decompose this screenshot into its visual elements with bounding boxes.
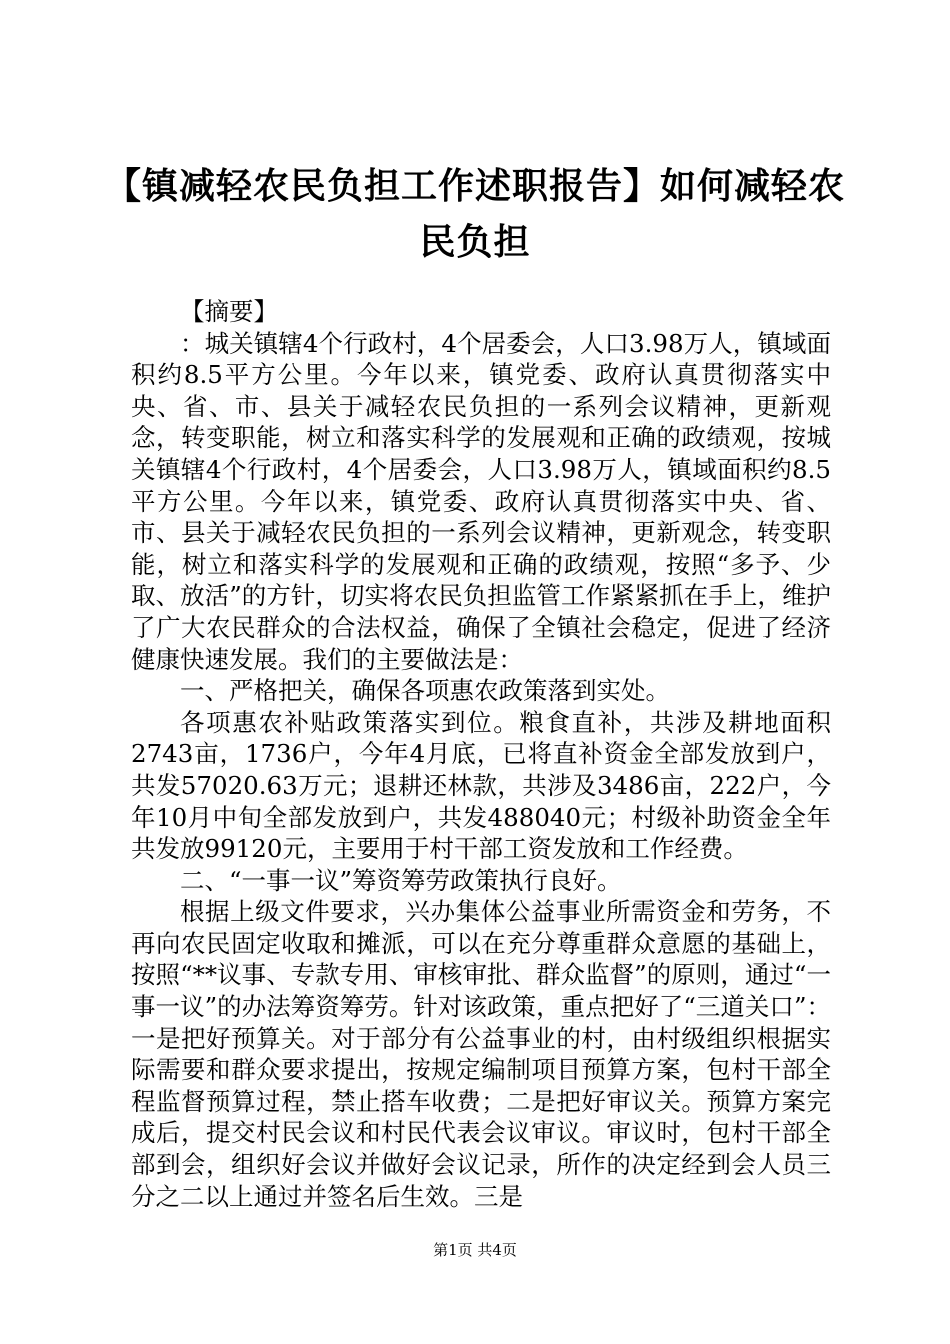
body-paragraph: ：城关镇辖4个行政村，4个居委会，人口3.98万人，镇域面积约8.5平方公里。今年以来，镇党委、政府认真贯彻落实中央、省、市、县关于减轻农民负担的一系列会议精神，更新观念，转变职能，树立和落实科学的发展观和正确的政绩观，按城关镇辖4个行政村，4个居委会，人口3.98万人，镇域面积约8.5平方公里。今年以来，镇党委、政府认真贯彻落实中央、省、市、县关于减轻农民负担的一系列会议精神，更新观念，转变职能，树立和落实科学的发展观和正确的政绩观，按照“多予、少取、放活”的方针，切实将农民负担监管工作紧紧抓在手上，维护了广大农民群众的合法权益，确保了全镇社会稳定，促进了经济健康快速发展。我们的主要做法是： [131,328,831,674]
abstract-heading: 【摘要】 [180,297,278,326]
section-heading: 二、“一事一议”筹资筹劳政策执行良好。 [180,865,622,895]
page-footer: 第1页 共4页 [433,1241,517,1259]
section-heading: 一、严格把关，确保各项惠农政策落到实处。 [180,676,670,706]
body-paragraph: 根据上级文件要求，兴办集体公益事业所需资金和劳务，不再向农民固定收取和摊派，可以在充分尊重群众意愿的基础上，按照“**议事、专款专用、审核审批、群众监督”的原则，通过“一事一议”的办法筹资筹劳。针对该政策，重点把好了“三道关口”：一是把好预算关。对于部分有公益事业的村，由村级组织根据实际需要和群众要求提出，按规定编制项目预算方案，包村干部全程监督预算过程，禁止搭车收费；二是把好审议关。预算方案完成后，提交村民会议和村民代表会议审议。审议时，包村干部全部到会，组织好会议并做好会议记录，所作的决定经到会人员三分之二以上通过并签名后生效。三是 [131,897,831,1211]
document-body [131,296,831,1212]
document-title: 【镇减轻农民负担工作述职报告】如何减轻农民负担 [104,165,845,263]
body-paragraph: 各项惠农补贴政策落实到位。粮食直补，共涉及耕地面积2743亩，1736户，今年4月底，已将直补资金全部发放到户，共发57020.63万元；退耕还林款，共涉及3486亩，222户，今年10月中旬全部发放到户，共发488040元；村级补助资金全年共发放99120元，主要用于村干部工资发放和工作经费。 [131,707,831,864]
